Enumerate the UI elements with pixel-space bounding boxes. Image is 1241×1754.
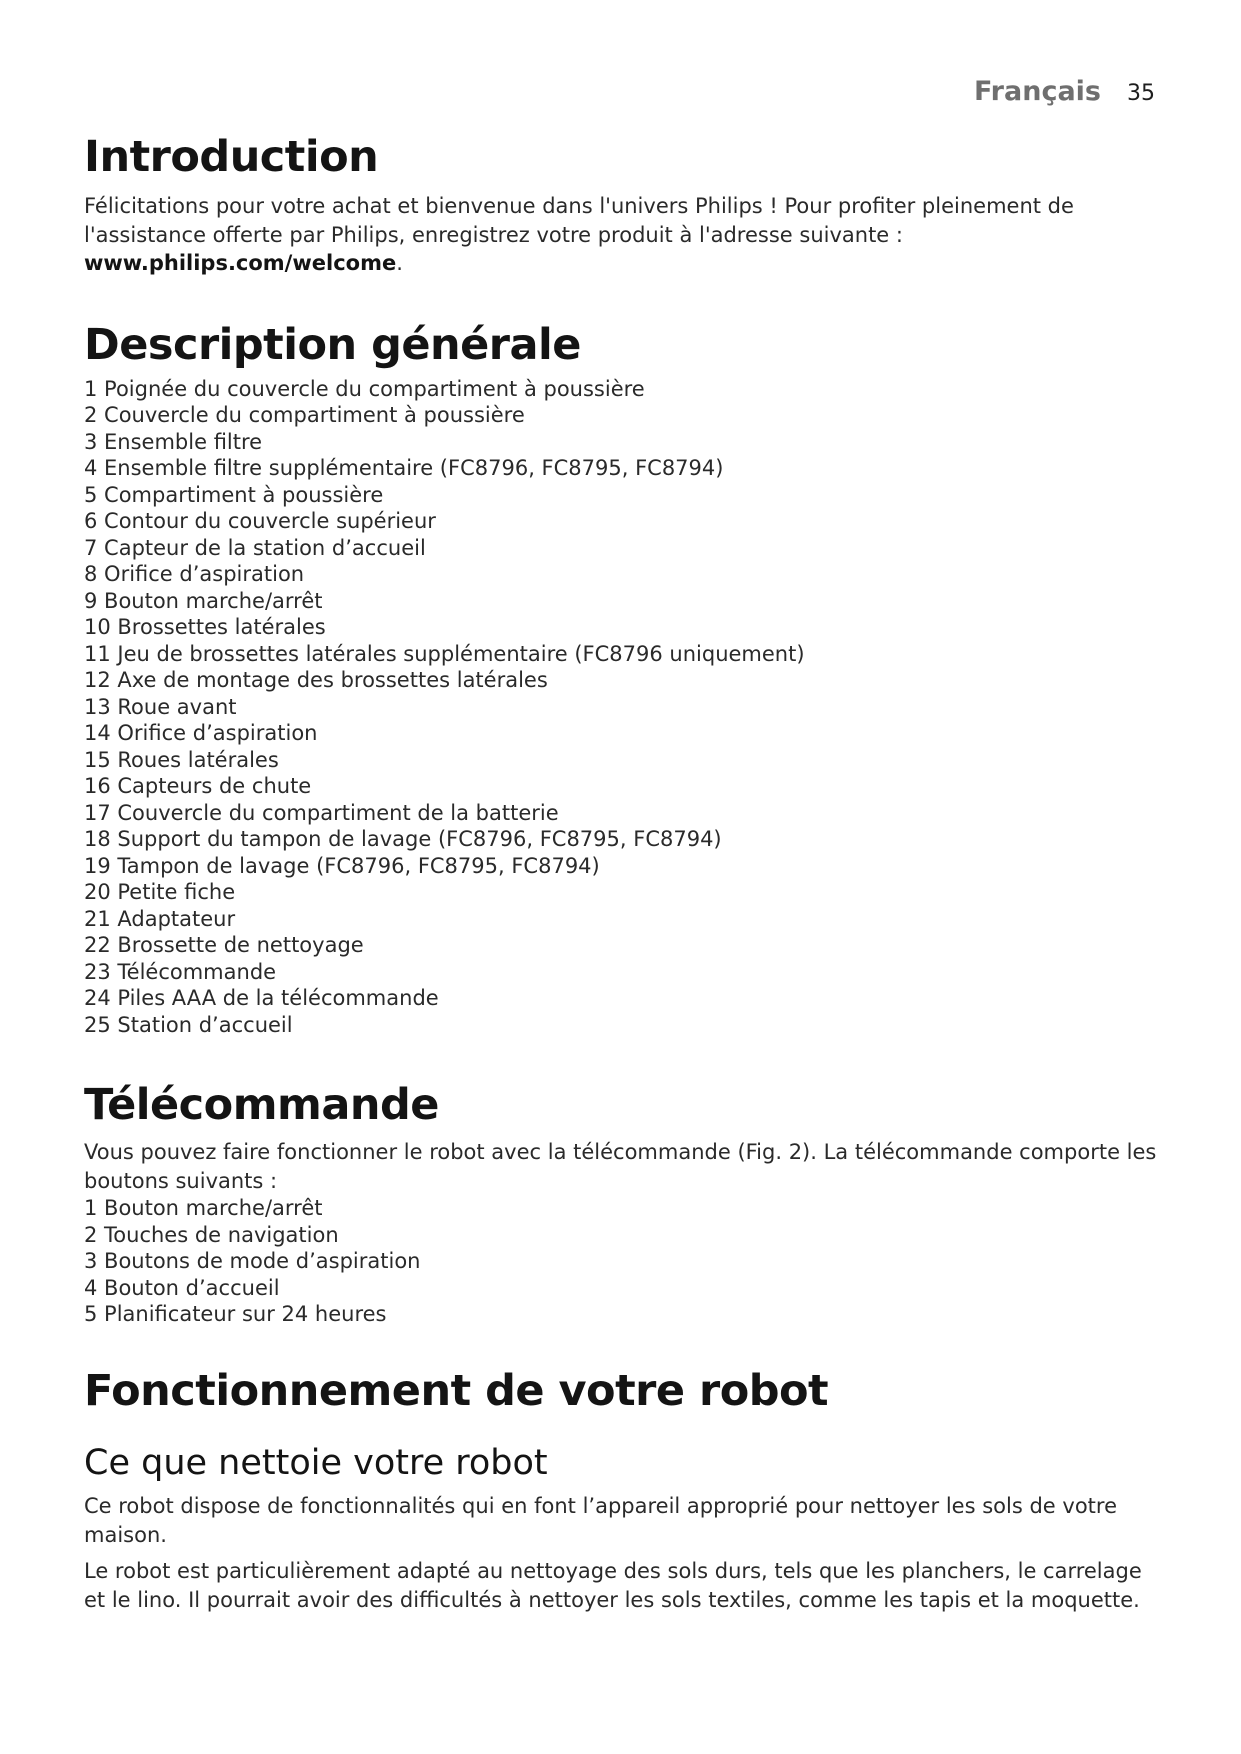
remote-section	[84, 1078, 1164, 1328]
remote-heading: Télécommande	[84, 1080, 439, 1131]
description-heading: Description générale	[84, 319, 581, 370]
list-item: 2 Touches de navigation	[84, 1222, 339, 1247]
list-item: 18 Support du tampon de lavage (FC8796, FC8795, FC8794)	[84, 827, 722, 852]
introduction-section	[84, 130, 1164, 278]
list-item: 17 Couvercle du compartiment de la batterie	[84, 800, 559, 825]
page-number: 35	[1127, 81, 1155, 106]
robot-operation-heading: Fonctionnement de votre robot	[84, 1365, 829, 1416]
list-item: 4 Ensemble filtre supplémentaire (FC8796, FC8795, FC8794)	[84, 456, 724, 481]
list-item: 5 Compartiment à poussière	[84, 482, 384, 507]
list-item: 24 Piles AAA de la télécommande	[84, 986, 439, 1011]
list-item: 23 Télécommande	[84, 959, 277, 984]
robot-cleaning-subheading: Ce que nettoie votre robot	[84, 1442, 548, 1483]
description-section	[84, 318, 1164, 1039]
list-item: 22 Brossette de nettoyage	[84, 933, 364, 958]
robot-paragraph: Ce robot dispose de fonctionnalités qui en font l’appareil approprié pour nettoyer les sols de votre maison.	[84, 1493, 1117, 1547]
list-item: 14 Orifice d’aspiration	[84, 721, 318, 746]
link-suffix: .	[396, 251, 403, 276]
language-label: Français	[973, 76, 1101, 107]
list-item: 3 Ensemble filtre	[84, 429, 263, 454]
list-item: 2 Couvercle du compartiment à poussière	[84, 403, 525, 428]
list-item: 1 Bouton marche/arrêt	[84, 1196, 323, 1221]
introduction-text	[84, 192, 1164, 278]
remote-buttons-list	[84, 1195, 1164, 1328]
list-item: 4 Bouton d’accueil	[84, 1275, 280, 1300]
list-item: 9 Bouton marche/arrêt	[84, 588, 323, 613]
list-item: 1 Poignée du couvercle du compartiment à poussière	[84, 376, 645, 401]
list-item: 10 Brossettes latérales	[84, 615, 326, 640]
page-content	[84, 130, 1164, 1614]
list-item: 16 Capteurs de chute	[84, 774, 312, 799]
list-item: 7 Capteur de la station d’accueil	[84, 535, 426, 560]
welcome-link[interactable]: www.philips.com/welcome	[84, 251, 397, 276]
list-item: 5 Planificateur sur 24 heures	[84, 1302, 387, 1327]
list-item: 15 Roues latérales	[84, 747, 279, 772]
running-header	[974, 76, 1155, 107]
parts-list	[84, 376, 1164, 1039]
list-item: 12 Axe de montage des brossettes latérales	[84, 668, 548, 693]
introduction-body: Félicitations pour votre achat et bienvenue dans l'univers Philips ! Pour profiter pleinement de l'assistance offerte par Philips, enregistrez votre produit à l'adresse suivante :	[84, 194, 1074, 247]
robot-operation-section	[84, 1364, 1164, 1614]
list-item: 6 Contour du couvercle supérieur	[84, 509, 436, 534]
list-item: 25 Station d’accueil	[84, 1012, 293, 1037]
list-item: 20 Petite fiche	[84, 880, 236, 905]
list-item: 11 Jeu de brossettes latérales supplémentaire (FC8796 uniquement)	[84, 641, 805, 666]
list-item: 19 Tampon de lavage (FC8796, FC8795, FC8794)	[84, 853, 600, 878]
list-item: 13 Roue avant	[84, 694, 237, 719]
remote-intro-text: Vous pouvez faire fonctionner le robot avec la télécommande (Fig. 2). La télécommande comporte les boutons suivants :	[84, 1140, 1157, 1193]
list-item: 3 Boutons de mode d’aspiration	[84, 1249, 421, 1274]
list-item: 8 Orifice d’aspiration	[84, 562, 305, 587]
robot-paragraph: Le robot est particulièrement adapté au nettoyage des sols durs, tels que les planchers, le carrelage et le lino. Il pourrait avoir des difficultés à nettoyer les sols textiles, comme les tapis et la moquette.	[84, 1559, 1142, 1612]
list-item: 21 Adaptateur	[84, 906, 236, 931]
introduction-heading: Introduction	[84, 132, 379, 182]
